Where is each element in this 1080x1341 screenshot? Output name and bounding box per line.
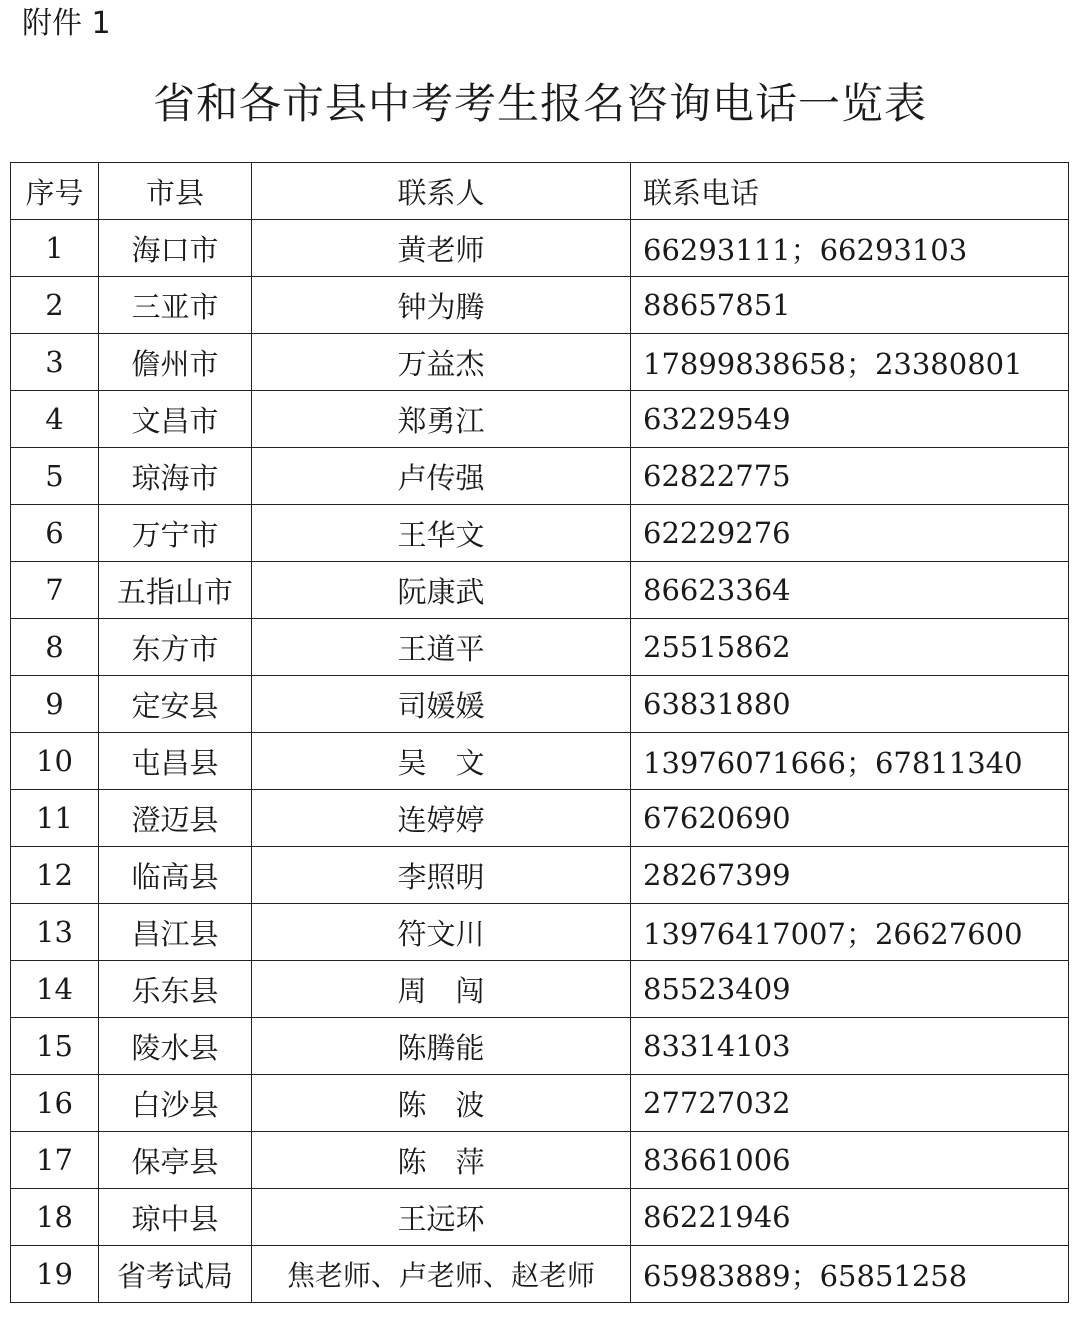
row-city: 乐东县 — [99, 961, 252, 1018]
table-row — [11, 676, 1069, 733]
row-index: 3 — [11, 334, 99, 391]
row-city: 琼海市 — [99, 448, 252, 505]
row-contact: 黄老师 — [252, 220, 631, 277]
row-city: 白沙县 — [99, 1075, 252, 1132]
table-row — [11, 1246, 1069, 1303]
row-city: 海口市 — [99, 220, 252, 277]
row-contact: 郑勇江 — [252, 391, 631, 448]
row-phone: 66293111；66293103 — [631, 220, 1069, 277]
row-phone: 62822775 — [631, 448, 1069, 505]
row-contact: 陈 萍 — [252, 1132, 631, 1189]
table-row — [11, 391, 1069, 448]
table-row — [11, 505, 1069, 562]
row-contact: 王华文 — [252, 505, 631, 562]
table-row — [11, 1075, 1069, 1132]
contact-table — [10, 162, 1069, 1303]
row-phone: 62229276 — [631, 505, 1069, 562]
row-index: 4 — [11, 391, 99, 448]
row-phone: 27727032 — [631, 1075, 1069, 1132]
header-contact: 联系人 — [252, 163, 631, 220]
row-index: 17 — [11, 1132, 99, 1189]
row-city: 五指山市 — [99, 562, 252, 619]
row-contact: 钟为腾 — [252, 277, 631, 334]
row-phone: 25515862 — [631, 619, 1069, 676]
table-row — [11, 334, 1069, 391]
row-city: 定安县 — [99, 676, 252, 733]
row-city: 澄迈县 — [99, 790, 252, 847]
table-row — [11, 790, 1069, 847]
row-city: 陵水县 — [99, 1018, 252, 1075]
row-city: 屯昌县 — [99, 733, 252, 790]
row-contact: 陈 波 — [252, 1075, 631, 1132]
row-contact: 连婷婷 — [252, 790, 631, 847]
row-city: 文昌市 — [99, 391, 252, 448]
row-index: 12 — [11, 847, 99, 904]
header-phone: 联系电话 — [631, 163, 1069, 220]
row-contact: 阮康武 — [252, 562, 631, 619]
table-row — [11, 961, 1069, 1018]
row-phone: 88657851 — [631, 277, 1069, 334]
row-index: 9 — [11, 676, 99, 733]
row-contact: 卢传强 — [252, 448, 631, 505]
row-contact: 焦老师、卢老师、赵老师 — [252, 1246, 631, 1303]
row-index: 18 — [11, 1189, 99, 1246]
table-row — [11, 1132, 1069, 1189]
row-index: 7 — [11, 562, 99, 619]
row-city: 三亚市 — [99, 277, 252, 334]
table-row — [11, 733, 1069, 790]
table-row — [11, 904, 1069, 961]
table-row — [11, 562, 1069, 619]
table-row — [11, 448, 1069, 505]
row-phone: 86623364 — [631, 562, 1069, 619]
header-city: 市县 — [99, 163, 252, 220]
row-phone: 13976071666；67811340 — [631, 733, 1069, 790]
row-phone: 17899838658；23380801 — [631, 334, 1069, 391]
table-row — [11, 619, 1069, 676]
row-index: 1 — [11, 220, 99, 277]
table-header-row — [11, 163, 1069, 220]
row-contact: 司媛媛 — [252, 676, 631, 733]
row-city: 万宁市 — [99, 505, 252, 562]
row-contact: 王道平 — [252, 619, 631, 676]
row-phone: 67620690 — [631, 790, 1069, 847]
row-index: 8 — [11, 619, 99, 676]
row-phone: 63229549 — [631, 391, 1069, 448]
row-city: 昌江县 — [99, 904, 252, 961]
table-row — [11, 847, 1069, 904]
row-phone: 83661006 — [631, 1132, 1069, 1189]
page-title: 省和各市县中考考生报名咨询电话一览表 — [152, 79, 927, 128]
row-city: 省考试局 — [99, 1246, 252, 1303]
row-contact: 周 闯 — [252, 961, 631, 1018]
row-index: 10 — [11, 733, 99, 790]
row-index: 14 — [11, 961, 99, 1018]
row-city: 琼中县 — [99, 1189, 252, 1246]
row-phone: 13976417007；26627600 — [631, 904, 1069, 961]
row-index: 5 — [11, 448, 99, 505]
row-contact: 符文川 — [252, 904, 631, 961]
table-row — [11, 1189, 1069, 1246]
row-phone: 28267399 — [631, 847, 1069, 904]
row-city: 儋州市 — [99, 334, 252, 391]
row-phone: 83314103 — [631, 1018, 1069, 1075]
row-phone: 63831880 — [631, 676, 1069, 733]
table-row — [11, 220, 1069, 277]
attachment-label: 附件 1 — [22, 6, 111, 41]
row-index: 16 — [11, 1075, 99, 1132]
row-phone: 86221946 — [631, 1189, 1069, 1246]
header-index: 序号 — [11, 163, 99, 220]
row-index: 11 — [11, 790, 99, 847]
row-city: 保亭县 — [99, 1132, 252, 1189]
row-phone: 65983889；65851258 — [631, 1246, 1069, 1303]
row-contact: 陈腾能 — [252, 1018, 631, 1075]
row-contact: 吴 文 — [252, 733, 631, 790]
row-index: 15 — [11, 1018, 99, 1075]
row-contact: 王远环 — [252, 1189, 631, 1246]
row-index: 2 — [11, 277, 99, 334]
row-index: 19 — [11, 1246, 99, 1303]
row-city: 临高县 — [99, 847, 252, 904]
row-contact: 万益杰 — [252, 334, 631, 391]
table-row — [11, 277, 1069, 334]
row-index: 6 — [11, 505, 99, 562]
table-row — [11, 1018, 1069, 1075]
row-city: 东方市 — [99, 619, 252, 676]
row-phone: 85523409 — [631, 961, 1069, 1018]
row-index: 13 — [11, 904, 99, 961]
row-contact: 李照明 — [252, 847, 631, 904]
